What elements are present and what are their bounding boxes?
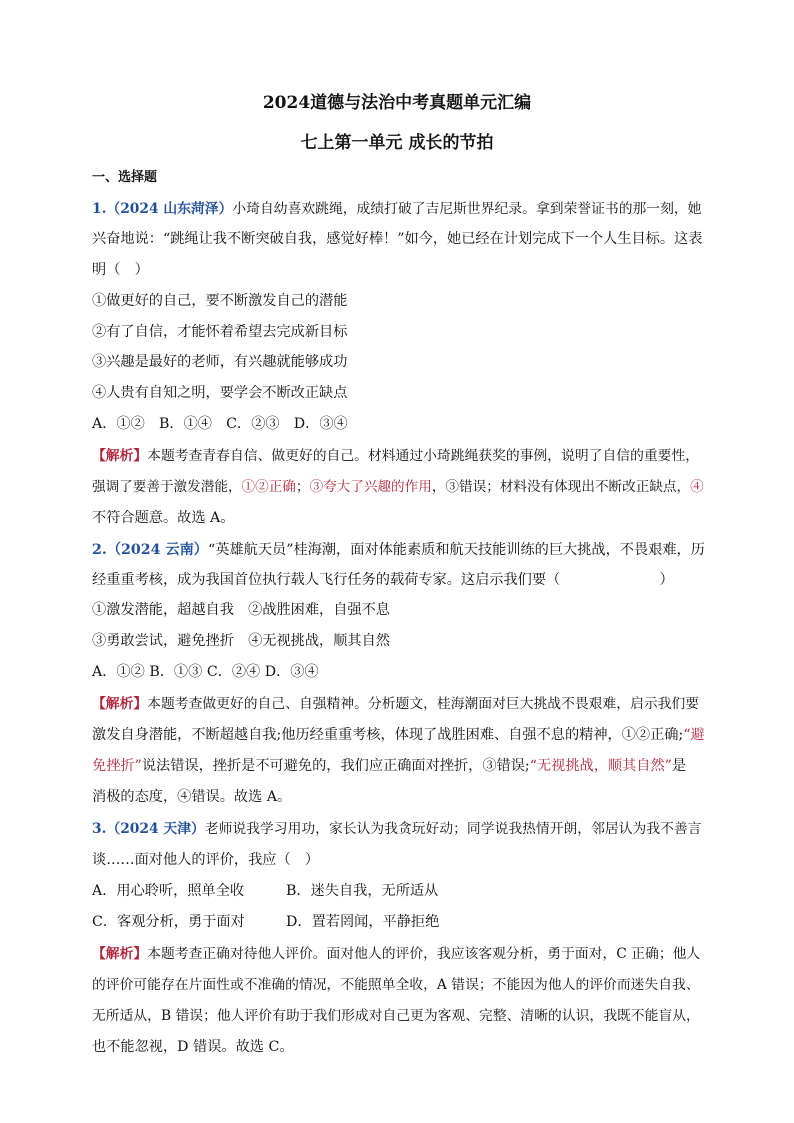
q1-stem-2: 兴奋地说：“跳绳让我不断突破自我，感觉好棒！”如今，她已经在计划完成下一个人生目标。这表: [92, 231, 703, 247]
q3-analysis-4: 也不能忽视，D 错误。故选 C。: [92, 1039, 294, 1055]
q1-choices: A．①② B．①④ C．②③ D．③④: [92, 416, 348, 432]
q1-analysis-tag: 【解析】: [92, 448, 148, 464]
q3-option-d: D．置若罔闻，平静拒绝: [286, 914, 440, 930]
q1-option-2: ②有了自信，才能怀着希望去完成新目标: [92, 324, 348, 340]
q1-analysis-2: 强调了要善于激发潜能，①②正确；③夸大了兴趣的作用，③错误；材料没有体现出不断改正缺点，④: [92, 479, 704, 495]
q3-analysis-2: 的评价可能存在片面性或不准确的情况，不能照单全收，A 错误；不能因为他人的评价而迷失自我、: [92, 977, 700, 993]
section-label: 一、选择题: [92, 170, 158, 185]
q2-analysis-2: 激发自身潜能，不断超越自我;他历经重重考核，体现了战胜困难、自强不息的精神，①②正确;“避: [92, 727, 705, 743]
q3-analysis-3: 无所适从，B 错误；他人评价有助于我们形成对自己更为客观、完整、清晰的认识，我既不能盲从，: [92, 1008, 700, 1024]
q1-analysis-3: 不符合题意。故选 A。: [92, 510, 235, 526]
document-title: 2024道德与法治中考真题单元汇编: [262, 93, 532, 113]
q2-number: 2.: [92, 542, 107, 558]
q2-stem-2: 经重重考核，成为我国首位执行载人飞行任务的载荷专家。这启示我们要（ ）: [92, 572, 674, 588]
q3-stem-2: 谈……面对他人的评价，我应（ ）: [92, 852, 320, 868]
q1-option-1: ①做更好的自己，要不断激发自己的潜能: [92, 293, 348, 309]
q1-analysis-1: 【解析】本题考查青春自信、做更好的自己。材料通过小琦跳绳获奖的事例，说明了自信的重要性，: [92, 448, 700, 464]
q1-stem-3: 明（ ）: [92, 262, 149, 278]
q1-line-1: [92, 199, 701, 219]
q3-analysis-tag: 【解析】: [92, 946, 148, 962]
q1-source: （2024 山东菏泽）: [106, 201, 233, 217]
q3-option-a: A．用心聆听，照单全收: [92, 883, 245, 899]
q2-line-1: 2.（2024 云南）“英雄航天员”桂海潮，面对体能素质和航天技能训练的巨大挑战，不畏艰难，历: [92, 542, 705, 558]
q2-analysis-tag: 【解析】: [92, 696, 148, 712]
q1-stem-1: 小琦自幼喜欢跳绳，成绩打破了吉尼斯世界纪录。拿到荣誉证书的那一刻，她: [232, 201, 702, 217]
q2-analysis-3: 免挫折”说法错误，挫折是不可避免的，我们应正确面对挫折，③错误;“无视挑战，顺其自然”是: [92, 758, 687, 774]
q2-source: （2024 云南）: [106, 542, 208, 558]
q3-line-1: 3.（2024 天津）老师说我学习用功，家长认为我贪玩好动；同学说我热情开朗，邻居认为我不善言: [92, 821, 702, 837]
q1-option-3: ③兴趣是最好的老师，有兴趣就能够成功: [92, 354, 348, 370]
q2-analysis-1: 【解析】本题考查做更好的自己、自强精神。分析题文，桂海潮面对巨大挑战不畏艰难，启示我们要: [92, 696, 700, 712]
q2-options-2: ③勇敢尝试，避免挫折 ④无视挑战，顺其自然: [92, 633, 390, 649]
q3-analysis-1: 【解析】本题考查正确对待他人评价。面对他人的评价，我应该客观分析，勇于面对，C 正确；他人: [92, 946, 701, 962]
document-subtitle: 七上第一单元 成长的节拍: [300, 133, 494, 153]
q1-option-4: ④人贵有自知之明，要学会不断改正缺点: [92, 385, 348, 401]
q1-number: 1.: [92, 201, 107, 217]
q2-analysis-4: 消极的态度，④错误。故选 A。: [92, 789, 292, 805]
q3-number: 3.: [92, 821, 107, 837]
q3-option-b: B．迷失自我，无所适从: [286, 883, 439, 899]
q2-choices: A．①② B．①③ C．②④ D．③④: [92, 664, 319, 680]
q3-option-c: C．客观分析，勇于面对: [92, 914, 245, 930]
q3-source: （2024 天津）: [106, 821, 205, 837]
q2-options-1: ①激发潜能，超越自我 ②战胜困难，自强不息: [92, 602, 390, 618]
